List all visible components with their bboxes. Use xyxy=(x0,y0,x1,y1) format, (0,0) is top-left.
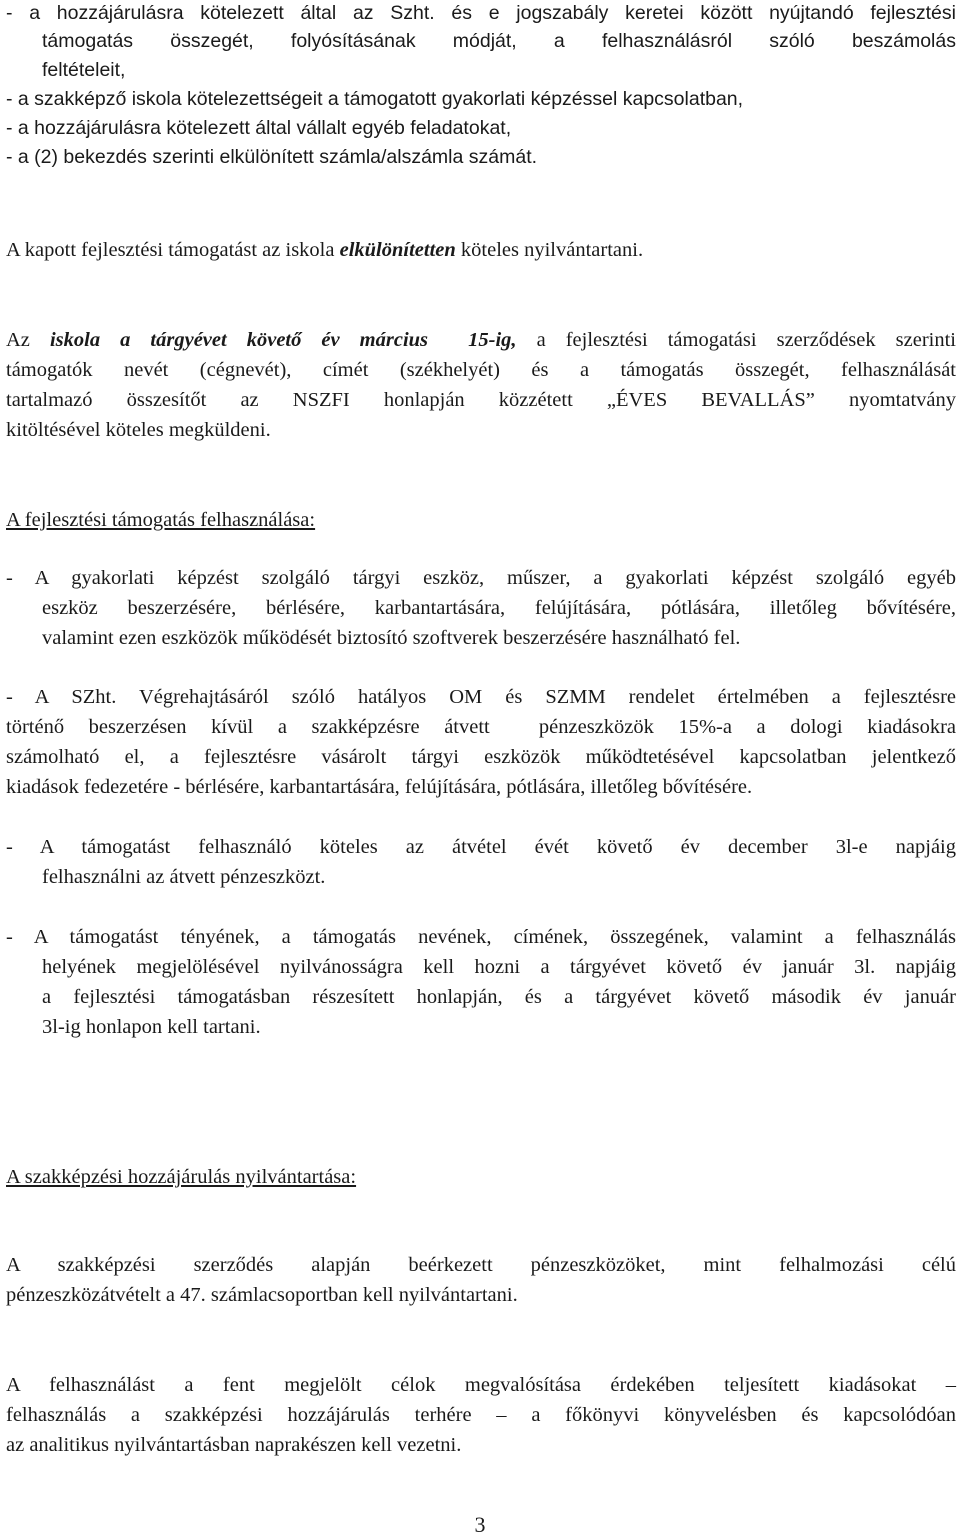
usage-item-4-line: a fejlesztési támogatásban részesített honlapján, és a tárgyévet követő második év január xyxy=(42,986,956,1008)
page-number: 3 xyxy=(474,1512,486,1537)
records-para-2-line: A felhasználást a fent megjelölt célok megvalósítása érdekében teljesített kiadásokat – xyxy=(6,1374,956,1396)
usage-item-4-line: 3l-ig honlapon kell tartani. xyxy=(42,1016,261,1038)
intro-list-item-continuation: feltételeit, xyxy=(42,59,126,81)
deadline-gap xyxy=(428,329,468,351)
intro-list-item: - a hozzájárulásra kötelezett által az Szht. és e jogszabály keretei között nyújtandó fejlesztési xyxy=(6,2,956,24)
intro-list-item: - a hozzájárulásra kötelezett által vállalt egyéb feladatokat, xyxy=(6,117,512,139)
deadline-paragraph-line: támogatók nevét (cégnevét), címét (székhelyét) és a támogatás összegét, felhasználását xyxy=(6,359,956,381)
deadline-prefix: Az xyxy=(6,329,50,351)
usage-item-2-line: történő beszerzésen kívül a szakképzésre átvett pénzeszközök 15%-a a dologi kiadásokra xyxy=(6,716,956,738)
deadline-rest: a fejlesztési támogatási szerződések szerinti xyxy=(516,329,957,351)
records-para-2-line: felhasználás a szakképzési hozzájárulás terhére – a főkönyvi könyvelésben és kapcsolódóan xyxy=(6,1404,956,1426)
records-para-1-line: pénzeszközátvételt a 47. számlacsoportban kell nyilvántartani. xyxy=(6,1284,518,1306)
records-para-1-line: A szakképzési szerződés alapján beérkezett pénzeszközöket, mint felhalmozási célú xyxy=(6,1254,956,1276)
deadline-paragraph-line: kitöltésével köteles megküldeni. xyxy=(6,419,271,441)
usage-item-1-line: eszköz beszerzésére, bérlésére, karbantartására, felújítására, pótlására, illetőleg bővítésére, xyxy=(42,597,956,619)
records-para-2-line: az analitikus nyilvántartásban naprakészen kell vezetni. xyxy=(6,1434,462,1456)
usage-item-2-line: számolható el, a fejlesztésre vásárolt tárgyi eszközök működtetésével kapcsolatban jelentkező xyxy=(6,746,956,768)
usage-item-1-line: - A gyakorlati képzést szolgáló tárgyi eszköz, műszer, a gyakorlati képzést szolgáló egyéb xyxy=(6,567,956,589)
deadline-paragraph-line: tartalmazó összesítőt az NSZFI honlapján közzétett „ÉVES BEVALLÁS” nyomtatvány xyxy=(6,389,956,411)
usage-item-2-line: kiadások fedezetére - bérlésére, karbantartására, felújítására, pótlására, illetőleg bővítésére. xyxy=(6,776,753,798)
usage-item-1-line: valamint ezen eszközök működését biztosító szoftverek beszerzésére használható fel. xyxy=(42,627,741,649)
usage-item-4-line: - A támogatást tényének, a támogatás nevének, címének, összegének, valamint a felhasználás xyxy=(6,926,956,948)
records-text-end: köteles nyilvántartani. xyxy=(455,239,644,261)
section-heading-usage: A fejlesztési támogatás felhasználása: xyxy=(6,509,316,531)
deadline-emphasis: iskola a tárgyévet követő év március xyxy=(49,329,429,351)
usage-item-4-line: helyének megjelölésével nyilvánosságra kell hozni a tárgyévet követő év január 3l. napjáig xyxy=(42,956,956,978)
intro-list-item: - a (2) bekezdés szerinti elkülönített számla/alszámla számát. xyxy=(6,146,538,168)
usage-item-3-line: - A támogatást felhasználó köteles az átvétel évét követő év december 3l-e napjáig xyxy=(6,836,956,858)
records-text: A kapott fejlesztési támogatást az iskola xyxy=(6,239,340,261)
intro-list-item-continuation: támogatás összegét, folyósításának módját, a felhasználásról szóló beszámolás xyxy=(42,30,956,52)
usage-item-3-line: felhasználni az átvett pénzeszközt. xyxy=(42,866,326,888)
section-heading-records: A szakképzési hozzájárulás nyilvántartása: xyxy=(6,1166,357,1188)
deadline-paragraph-line xyxy=(6,325,956,355)
deadline-date-emphasis: 15-ig, xyxy=(468,329,517,351)
records-emphasis: elkülönítetten xyxy=(339,239,456,261)
usage-item-2-line: - A SZht. Végrehajtásáról szóló hatályos OM és SZMM rendelet értelmében a fejlesztésre xyxy=(6,686,956,708)
intro-list-item: - a szakképző iskola kötelezettségeit a támogatott gyakorlati képzéssel kapcsolatban, xyxy=(6,88,744,110)
records-paragraph xyxy=(6,235,643,265)
